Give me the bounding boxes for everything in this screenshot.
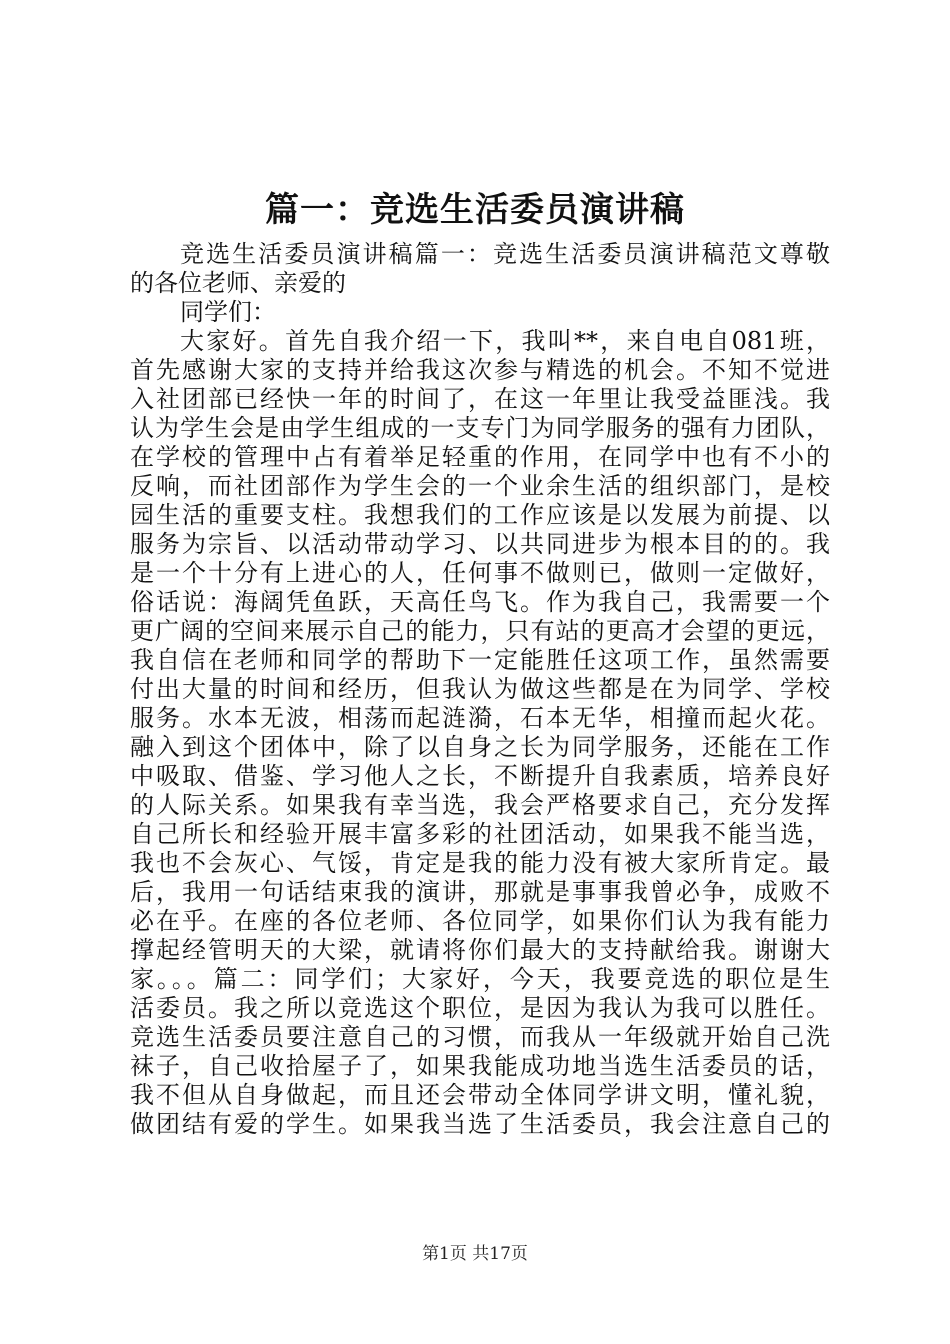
body-line: 袜子，自己收拾屋子了，如果我能成功地当选生活委员的话，: [130, 1052, 830, 1080]
body-line: 首先感谢大家的支持并给我这次参与精选的机会。不知不觉进: [130, 356, 830, 384]
body-line: 付出大量的时间和经历，但我认为做这些都是在为同学、学校: [130, 675, 830, 703]
body-line: 我也不会灰心、气馁，肯定是我的能力没有被大家所肯定。最: [130, 849, 830, 877]
body-line: 认为学生会是由学生组成的一支专门为同学服务的强有力团队，: [130, 414, 830, 442]
body-line: 反响，而社团部作为学生会的一个业余生活的组织部门，是校: [130, 472, 830, 500]
body-line: 中吸取、借鉴、学习他人之长，不断提升自我素质，培养良好: [130, 762, 830, 790]
body-line: 服务为宗旨、以活动带动学习、以共同进步为根本目的的。我: [130, 530, 830, 558]
body-line: 俗话说：海阔凭鱼跃，天高任鸟飞。作为我自己，我需要一个: [130, 588, 830, 616]
body-line: 后，我用一句话结束我的演讲，那就是事事我曾必争，成败不: [130, 878, 830, 906]
body-line: 撑起经管明天的大梁，就请将你们最大的支持献给我。谢谢大: [130, 936, 830, 964]
body-line: 竞选生活委员演讲稿篇一：竞选生活委员演讲稿范文尊敬: [180, 240, 830, 268]
document-title: 篇一：竞选生活委员演讲稿: [265, 190, 685, 230]
body-line: 园生活的重要支柱。我想我们的工作应该是以发展为前提、以: [130, 501, 830, 529]
page-footer: 第1页 共17页: [422, 1244, 528, 1264]
body-line: 活委员。我之所以竞选这个职位，是因为我认为我可以胜任。: [130, 994, 830, 1022]
body-line: 我自信在老师和同学的帮助下一定能胜任这项工作，虽然需要: [130, 646, 830, 674]
body-line: 竞选生活委员要注意自己的习惯，而我从一年级就开始自己洗: [130, 1023, 830, 1051]
body-line: 在学校的管理中占有着举足轻重的作用，在同学中也有不小的: [130, 443, 830, 471]
body-line: 家。。。篇二：同学们；大家好，今天，我要竞选的职位是生: [130, 965, 830, 993]
body-line: 更广阔的空间来展示自己的能力，只有站的更高才会望的更远，: [130, 617, 830, 645]
body-line: 融入到这个团体中，除了以自身之长为同学服务，还能在工作: [130, 733, 830, 761]
body-line: 大家好。首先自我介绍一下，我叫**，来自电自081班，: [180, 327, 830, 355]
body-line: 必在乎。在座的各位老师、各位同学，如果你们认为我有能力: [130, 907, 830, 935]
document-body: [130, 240, 830, 1139]
body-line: 是一个十分有上进心的人，任何事不做则已，做则一定做好，: [130, 559, 830, 587]
body-line: 的人际关系。如果我有幸当选，我会严格要求自己，充分发挥: [130, 791, 830, 819]
body-line: 服务。水本无波，相荡而起涟漪，石本无华，相撞而起火花。: [130, 704, 830, 732]
body-line: 的各位老师、亲爱的: [130, 269, 346, 297]
body-line: 自己所长和经验开展丰富多彩的社团活动，如果我不能当选，: [130, 820, 830, 848]
body-line: 我不但从自身做起，而且还会带动全体同学讲文明，懂礼貌，: [130, 1081, 830, 1109]
body-line: 同学们：: [180, 298, 276, 326]
body-line: 入社团部已经快一年的时间了，在这一年里让我受益匪浅。我: [130, 385, 830, 413]
body-line: 做团结有爱的学生。如果我当选了生活委员，我会注意自己的: [130, 1110, 830, 1138]
